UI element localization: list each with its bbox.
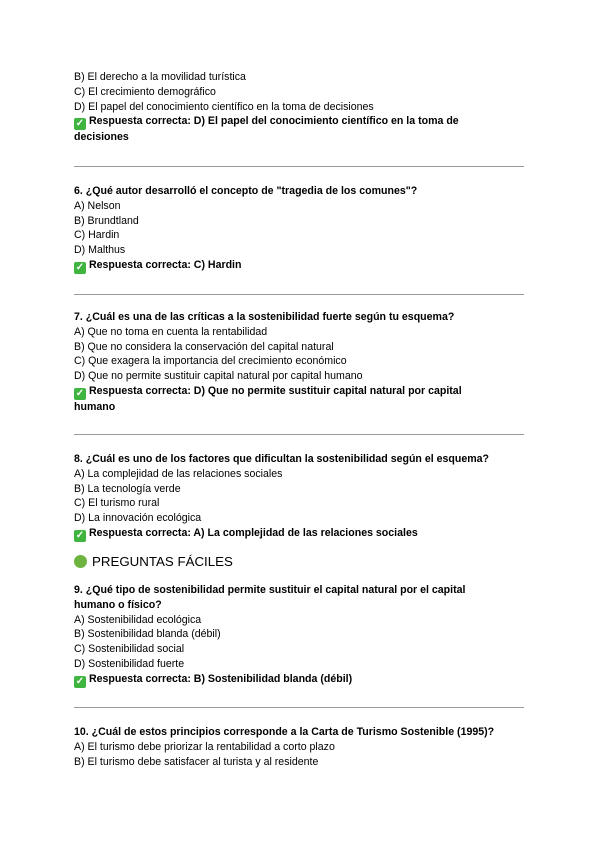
question-5-block <box>74 70 526 145</box>
option: A) Que no toma en cuenta la rentabilidad <box>74 325 268 338</box>
option: D) El papel del conocimiento científico en la toma de decisiones <box>74 100 374 113</box>
question-text: 7. ¿Cuál es una de las críticas a la sostenibilidad fuerte según tu esquema? <box>74 311 455 323</box>
option: B) Que no considera la conservación del capital natural <box>74 340 334 353</box>
section-heading <box>74 554 526 570</box>
question-text: 9. ¿Qué tipo de sostenibilidad permite sustituir el capital natural por el capital <box>74 584 466 596</box>
option: B) El turismo debe satisfacer al turista y al residente <box>74 755 319 768</box>
correct-answer: ✓ Respuesta correcta: A) La complejidad de las relaciones sociales <box>75 526 418 541</box>
question-7-block <box>74 310 526 415</box>
check-icon: ✓ <box>75 529 85 541</box>
correct-answer: ✓ Respuesta correcta: D) Que no permite sustituir capital natural por capital <box>75 384 462 399</box>
section-title: PREGUNTAS FÁCILES <box>92 554 233 569</box>
option: B) El derecho a la movilidad turística <box>74 71 246 83</box>
correct-answer-cont: humano <box>74 400 116 413</box>
option: D) Sostenibilidad fuerte <box>74 657 185 670</box>
option: D) Que no permite sustituir capital natural por capital humano <box>74 370 363 383</box>
check-icon: ✓ <box>75 261 85 273</box>
question-text: 8. ¿Cuál es uno de los factores que dificultan la sostenibilidad según el esquema? <box>74 453 490 465</box>
option: B) Sostenibilidad blanda (débil) <box>74 628 221 641</box>
correct-answer: ✓ Respuesta correcta: D) El papel del conocimiento científico en la toma de <box>75 115 459 130</box>
question-9-block <box>74 583 526 688</box>
question-6-block <box>74 184 526 274</box>
option: D) Malthus <box>74 244 126 257</box>
option: C) El crecimiento demográfico <box>74 85 216 98</box>
question-8-block <box>74 452 526 542</box>
correct-answer: ✓ Respuesta correcta: B) Sostenibilidad blanda (débil) <box>75 672 353 687</box>
option: B) Brundtland <box>74 214 139 227</box>
option: D) La innovación ecológica <box>74 512 202 525</box>
correct-answer: ✓ Respuesta correcta: C) Hardin <box>75 258 242 273</box>
option: A) Nelson <box>74 199 121 212</box>
option: C) Sostenibilidad social <box>74 643 185 656</box>
divider <box>74 434 524 435</box>
question-10-block <box>74 725 526 769</box>
option: A) Sostenibilidad ecológica <box>74 613 202 626</box>
option: B) La tecnología verde <box>74 482 181 495</box>
divider <box>74 707 524 708</box>
check-icon: ✓ <box>75 675 85 687</box>
question-text: 10. ¿Cuál de estos principios corresponde a la Carta de Turismo Sostenible (1995)? <box>74 726 495 738</box>
check-icon: ✓ <box>75 387 85 399</box>
question-text-cont: humano o físico? <box>74 598 162 611</box>
divider <box>74 294 524 295</box>
correct-answer-cont: decisiones <box>74 131 129 144</box>
question-text: 6. ¿Qué autor desarrolló el concepto de "tragedia de los comunes"? <box>74 185 418 197</box>
divider <box>74 166 524 167</box>
option: C) El turismo rural <box>74 497 160 510</box>
option: C) Que exagera la importancia del crecimiento económico <box>74 355 347 368</box>
option: C) Hardin <box>74 229 120 242</box>
check-icon: ✓ <box>75 118 85 130</box>
option: A) La complejidad de las relaciones sociales <box>74 467 283 480</box>
green-circle-icon <box>74 555 87 568</box>
option: A) El turismo debe priorizar la rentabilidad a corto plazo <box>74 740 335 753</box>
